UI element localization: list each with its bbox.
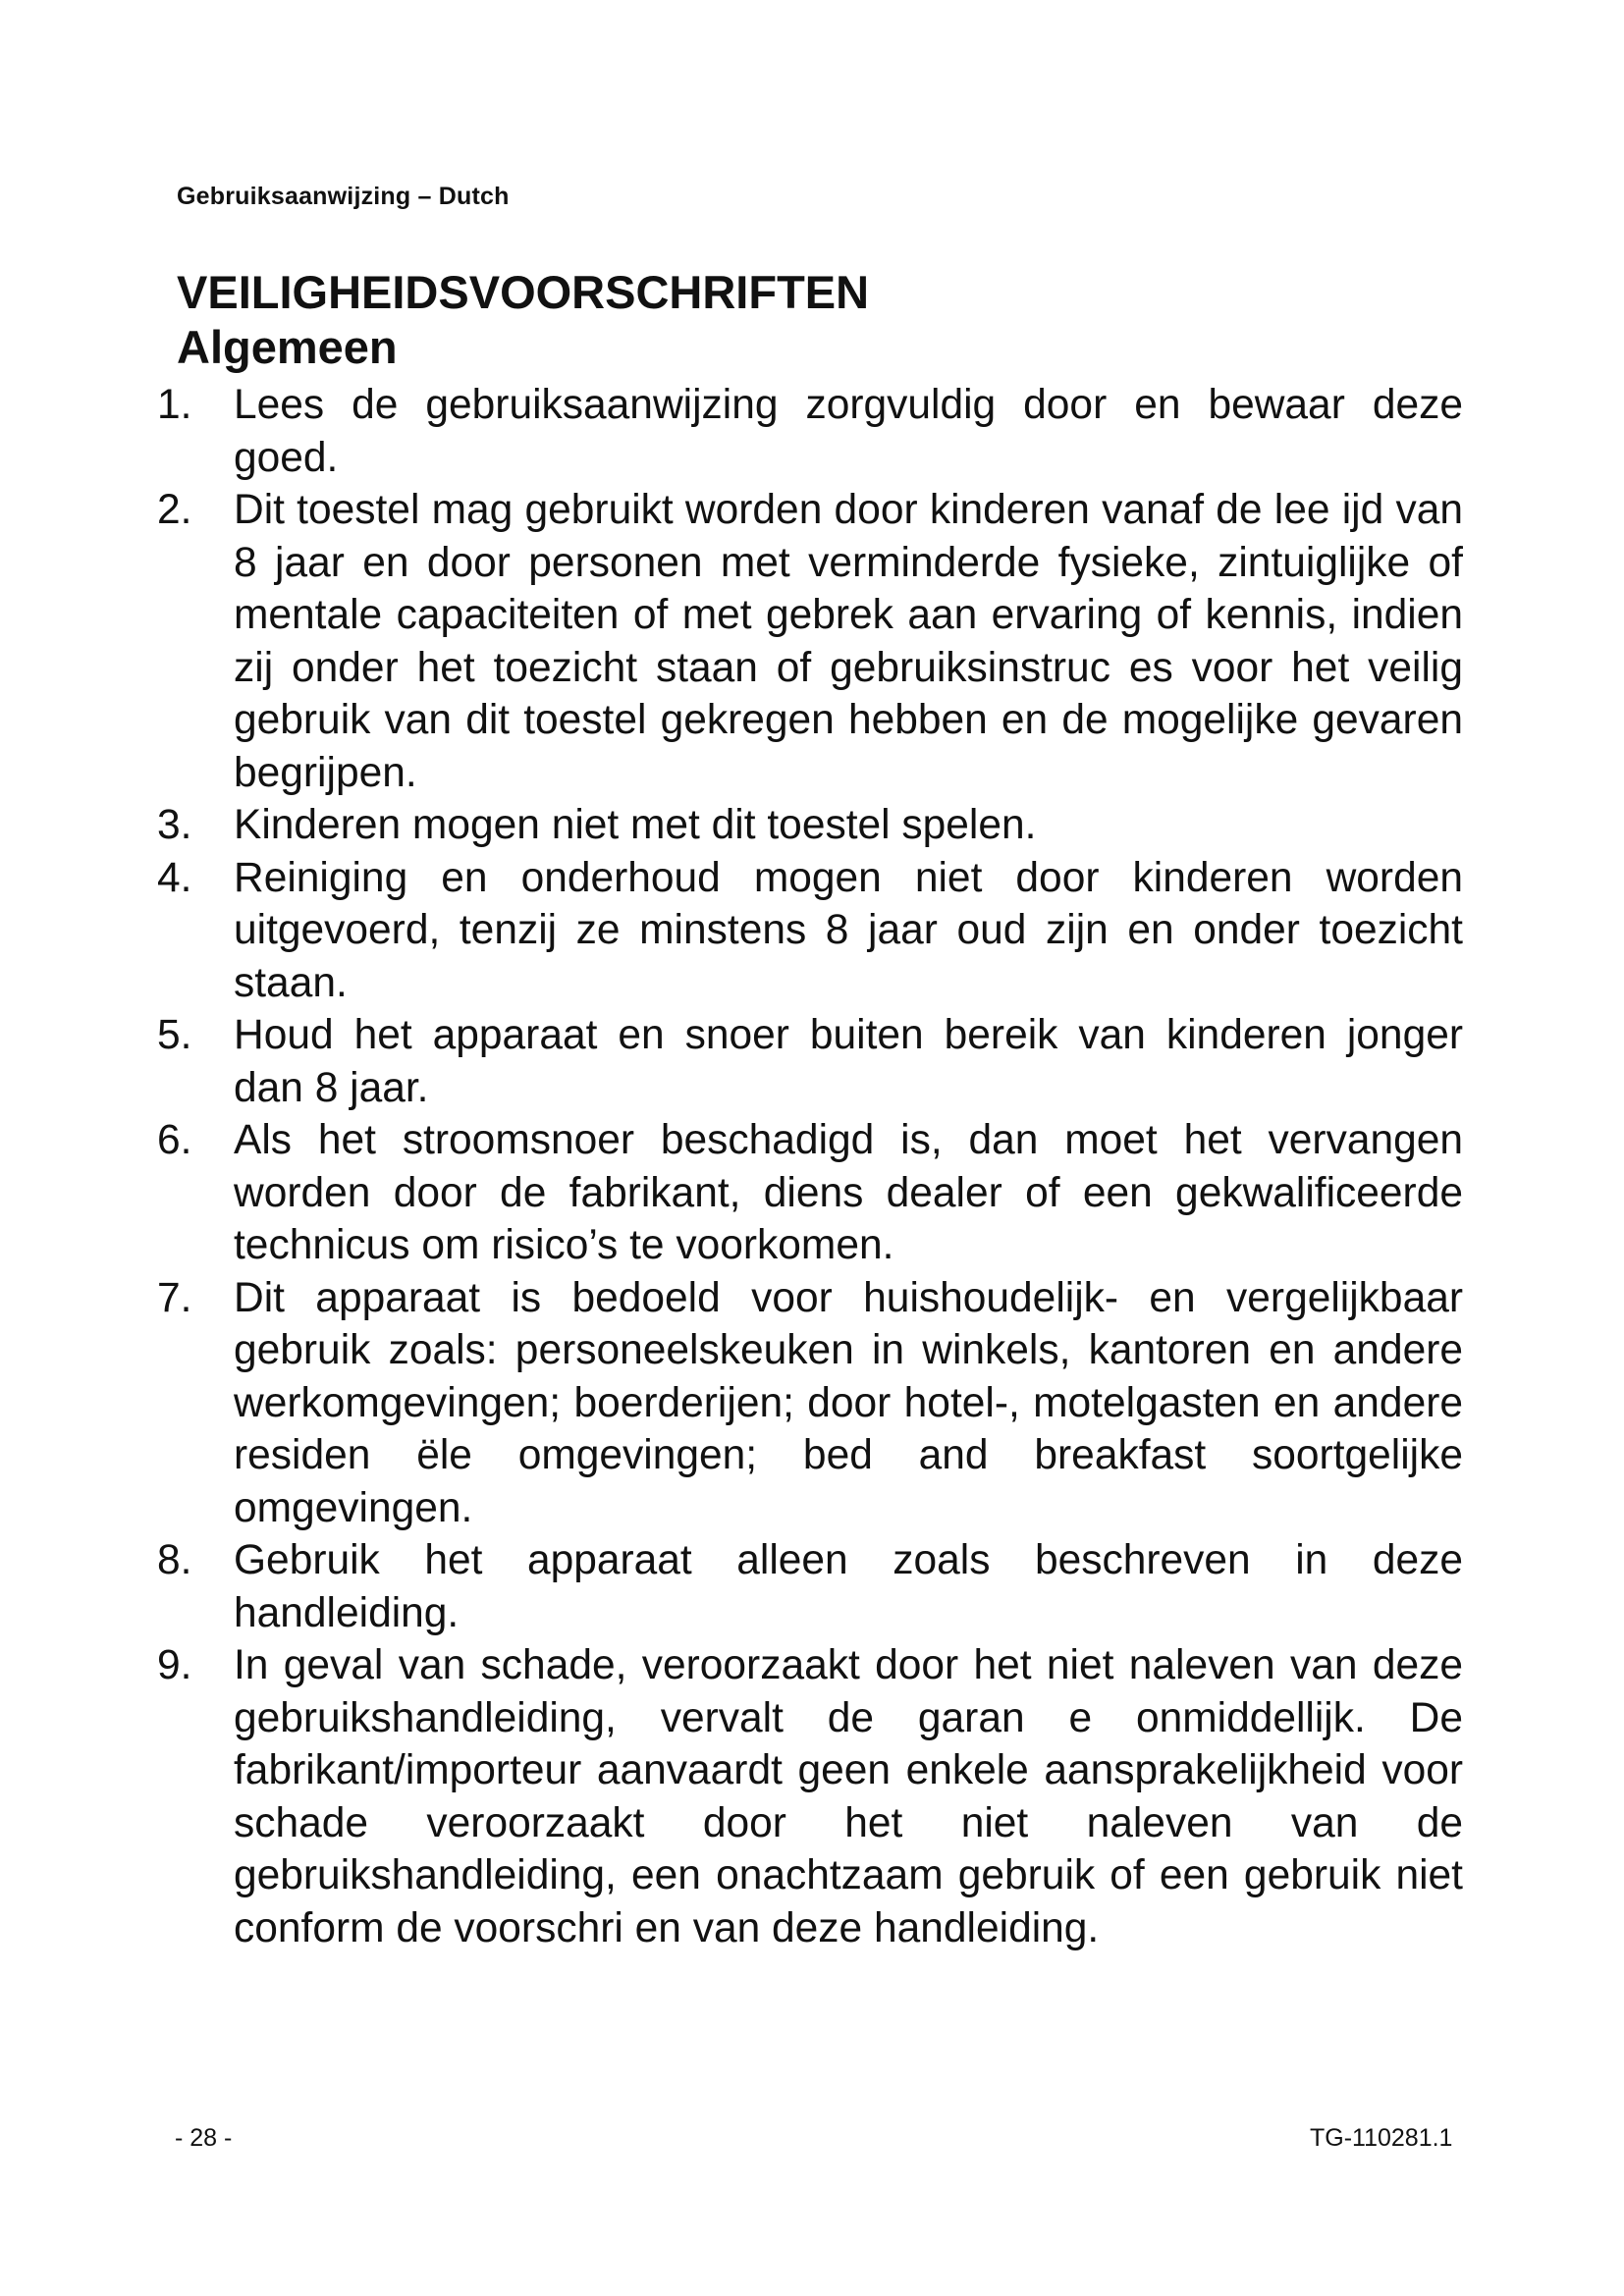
list-item-number: 9.: [157, 1642, 192, 1688]
list-item: [157, 1009, 1463, 1114]
list-item-text: Als het stroomsnoer beschadigd is, dan moet het vervangen worden door de fabrikant, diens dealer of een gekwalificeerde technicus om risico’s te voorkomen.: [234, 1117, 1463, 1268]
page-number: - 28 -: [175, 2124, 233, 2152]
list-item: [157, 379, 1463, 484]
list-item: [157, 1272, 1463, 1535]
list-item-number: 2.: [157, 487, 192, 533]
list-item-number: 5.: [157, 1012, 192, 1058]
list-item-number: 4.: [157, 854, 192, 901]
list-item: [157, 1114, 1463, 1272]
page-header-label: Gebruiksaanwijzing – Dutch: [177, 183, 510, 210]
list-item: [157, 1534, 1463, 1639]
list-item-text: Reiniging en onderhoud mogen niet door kinderen worden uitgevoerd, tenzij ze minstens 8 jaar oud zijn en onder toezicht staan.: [234, 854, 1463, 1006]
list-item-text: Dit apparaat is bedoeld voor huishoudelijk- en vergelijkbaar gebruik zoals: personeelskeuken in winkels, kantoren en andere werkomgevingen; boerderijen; door hotel-, motelgasten en andere residen ële omgevingen; bed and breakfast soortgelijke omgevingen.: [234, 1274, 1463, 1531]
list-item-text: Dit toestel mag gebruikt worden door kinderen vanaf de lee ijd van 8 jaar en door personen met verminderde fysieke, zintuiglijke of mentale capaciteiten of met gebrek aan ervaring of kennis, indien zij onder het toezicht staan of gebruiksinstruc es voor het veilig gebruik van dit toestel gekregen hebben en de mogelijke gevaren begrijpen.: [234, 487, 1463, 796]
list-item-number: 3.: [157, 802, 192, 848]
list-item-number: 6.: [157, 1117, 192, 1163]
list-item-text: Gebruik het apparaat alleen zoals beschreven in deze handleiding.: [234, 1537, 1463, 1636]
page-title: VEILIGHEIDSVOORSCHRIFTEN: [177, 266, 870, 318]
document-code: TG-110281.1: [1310, 2124, 1453, 2152]
list-item-number: 1.: [157, 382, 192, 428]
list-item-text: Lees de gebruiksaanwijzing zorgvuldig door en bewaar deze goed.: [234, 382, 1463, 481]
list-item-text: Houd het apparaat en snoer buiten bereik van kinderen jonger dan 8 jaar.: [234, 1012, 1463, 1111]
list-item: [157, 852, 1463, 1010]
list-item-number: 8.: [157, 1537, 192, 1583]
list-item-text: Kinderen mogen niet met dit toestel spelen.: [234, 802, 1037, 848]
list-item-number: 7.: [157, 1274, 192, 1321]
list-item: [157, 1639, 1463, 1954]
list-item: [157, 799, 1463, 852]
list-item: [157, 484, 1463, 799]
list-item-text: In geval van schade, veroorzaakt door het niet naleven van deze gebruikshandleiding, vervalt de garan e onmiddellijk. De fabrikant/importeur aanvaardt geen enkele aansprakelijkheid voor schade veroorzaakt door het niet naleven van de gebruikshandleiding, een onachtzaam gebruik of een gebruik niet conform de voorschri en van deze handleiding.: [234, 1642, 1463, 1951]
section-subtitle: Algemeen: [177, 321, 398, 373]
safety-instructions-list: [157, 379, 1463, 1954]
